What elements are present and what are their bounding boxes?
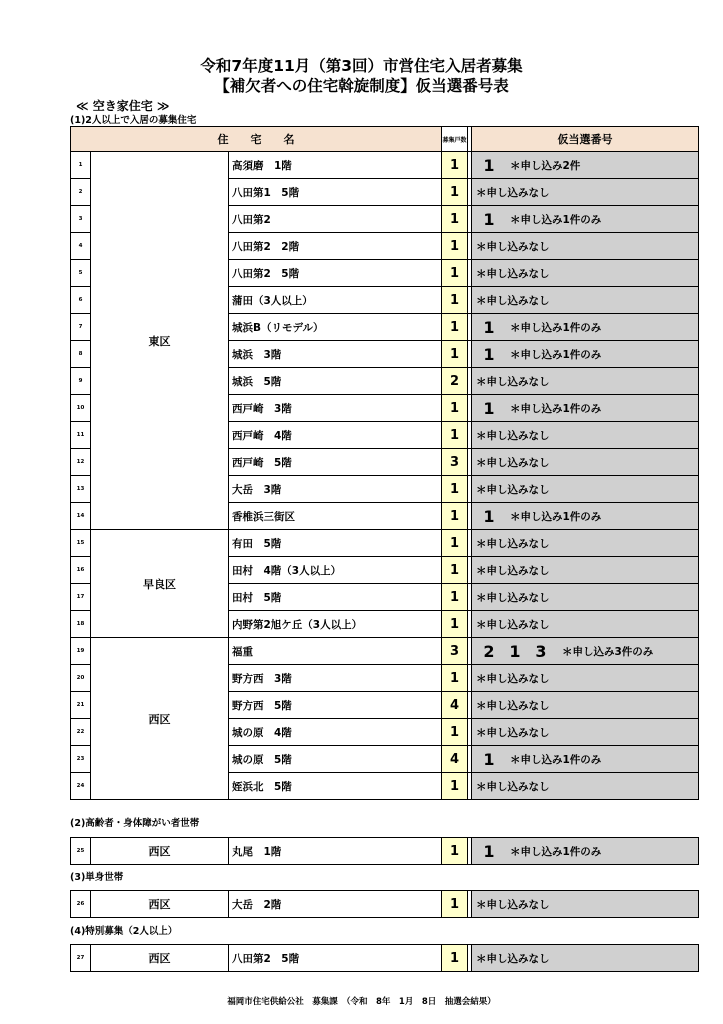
result-note: ＊申し込み1件のみ	[510, 321, 602, 334]
result-note: ＊申し込みなし	[476, 672, 550, 685]
housing-name: 丸尾 1階	[229, 838, 442, 865]
row-number: 3	[71, 206, 91, 233]
table-row	[71, 638, 699, 665]
footer-note: 福岡市住宅供給公社 募集課 （令和 8年 1月 8日 抽選会結果）	[227, 997, 496, 1007]
result-cell	[472, 179, 699, 206]
section2-heading: (2)高齢者・身体障がい者世帯	[70, 818, 200, 829]
row-number: 5	[71, 260, 91, 287]
lottery-number: 1	[483, 344, 495, 364]
unit-count: 1	[442, 233, 468, 260]
unit-count: 1	[442, 287, 468, 314]
result-cell	[472, 233, 699, 260]
result-note: ＊申し込みなし	[476, 483, 550, 496]
unit-count: 4	[442, 692, 468, 719]
unit-count: 1	[442, 260, 468, 287]
result-cell	[472, 341, 699, 368]
unit-count: 1	[442, 395, 468, 422]
result-cell	[472, 395, 699, 422]
result-note: ＊申し込みなし	[476, 294, 550, 307]
result-cell	[472, 945, 699, 972]
row-number: 4	[71, 233, 91, 260]
row-number: 14	[71, 503, 91, 530]
page-title-line2: 【補欠者への住宅斡旋制度】仮当選番号表	[214, 77, 509, 95]
result-note: ＊申し込みなし	[476, 726, 550, 739]
housing-name: 姪浜北 5階	[229, 773, 442, 800]
section3-heading: (3)単身世帯	[70, 872, 124, 883]
table-row	[71, 530, 699, 557]
result-cell	[472, 891, 699, 918]
unit-count: 3	[442, 449, 468, 476]
housing-name: 大岳 2階	[229, 891, 442, 918]
table-row	[71, 891, 699, 918]
result-cell	[472, 746, 699, 773]
result-cell	[472, 368, 699, 395]
result-cell	[472, 838, 699, 865]
housing-name: 蒲田（3人以上）	[229, 287, 442, 314]
ward-name: 早良区	[91, 530, 229, 638]
unit-count: 1	[442, 476, 468, 503]
result-cell	[472, 665, 699, 692]
unit-count: 1	[442, 206, 468, 233]
unit-count: 1	[442, 665, 468, 692]
section2-table	[70, 837, 699, 865]
category-heading: ≪ 空き家住宅 ≫	[76, 99, 170, 113]
housing-name: 八田第2 5階	[229, 260, 442, 287]
section4-heading: (4)特別募集（2人以上）	[70, 926, 178, 937]
result-cell	[472, 260, 699, 287]
unit-count: 1	[442, 773, 468, 800]
row-number: 18	[71, 611, 91, 638]
unit-count: 3	[442, 638, 468, 665]
result-note: ＊申し込み1件のみ	[510, 213, 602, 226]
section1-heading: (1)2人以上で入居の募集住宅	[70, 115, 197, 126]
housing-name: 有田 5階	[229, 530, 442, 557]
row-number: 23	[71, 746, 91, 773]
ward-name: 西区	[91, 945, 229, 972]
unit-count: 1	[442, 838, 468, 865]
housing-name: 城の原 5階	[229, 746, 442, 773]
row-number: 1	[71, 152, 91, 179]
unit-count: 1	[442, 314, 468, 341]
row-number: 15	[71, 530, 91, 557]
ward-name: 東区	[91, 152, 229, 530]
unit-count: 1	[442, 557, 468, 584]
section3-table	[70, 890, 699, 918]
row-number: 16	[71, 557, 91, 584]
result-note: ＊申し込み1件のみ	[510, 510, 602, 523]
housing-name: 城浜 5階	[229, 368, 442, 395]
housing-name: 野方西 3階	[229, 665, 442, 692]
result-note: ＊申し込みなし	[476, 699, 550, 712]
row-number: 11	[71, 422, 91, 449]
result-note: ＊申し込みなし	[476, 780, 550, 793]
lottery-number: 3	[535, 641, 547, 661]
housing-name: 城浜B（リモデル）	[229, 314, 442, 341]
row-number: 20	[71, 665, 91, 692]
result-cell	[472, 530, 699, 557]
unit-count: 1	[442, 530, 468, 557]
page-title-line1: 令和7年度11月（第3回）市営住宅入居者募集	[200, 57, 523, 75]
row-number: 8	[71, 341, 91, 368]
header-result: 仮当選番号	[472, 127, 699, 152]
result-note: ＊申し込みなし	[476, 591, 550, 604]
row-number: 24	[71, 773, 91, 800]
unit-count: 1	[442, 611, 468, 638]
housing-name: 西戸崎 5階	[229, 449, 442, 476]
lottery-number: 1	[483, 749, 495, 769]
result-cell	[472, 773, 699, 800]
housing-name: 田村 5階	[229, 584, 442, 611]
housing-name: 西戸崎 3階	[229, 395, 442, 422]
row-number: 19	[71, 638, 91, 665]
result-note: ＊申し込みなし	[476, 429, 550, 442]
result-note: ＊申し込み1件のみ	[510, 348, 602, 361]
result-cell	[472, 314, 699, 341]
result-note: ＊申し込みなし	[476, 952, 550, 965]
row-number: 22	[71, 719, 91, 746]
result-note: ＊申し込みなし	[476, 186, 550, 199]
header-count: 募集戸数	[442, 127, 468, 152]
housing-name: 城の原 4階	[229, 719, 442, 746]
table-row	[71, 152, 699, 179]
result-note: ＊申し込みなし	[476, 456, 550, 469]
table-row	[71, 838, 699, 865]
lottery-number: 1	[509, 641, 521, 661]
unit-count: 1	[442, 341, 468, 368]
row-number: 17	[71, 584, 91, 611]
unit-count: 1	[442, 503, 468, 530]
result-note: ＊申し込みなし	[476, 375, 550, 388]
unit-count: 1	[442, 179, 468, 206]
row-number: 10	[71, 395, 91, 422]
unit-count: 1	[442, 891, 468, 918]
unit-count: 4	[442, 746, 468, 773]
unit-count: 2	[442, 368, 468, 395]
result-cell	[472, 611, 699, 638]
result-note: ＊申し込み1件のみ	[510, 402, 602, 415]
result-note: ＊申し込み1件のみ	[510, 845, 602, 858]
section4-table	[70, 944, 699, 972]
lottery-number: 2	[483, 641, 495, 661]
result-note: ＊申し込み2件	[510, 159, 581, 172]
row-number: 12	[71, 449, 91, 476]
housing-name: 高須磨 1階	[229, 152, 442, 179]
row-number: 9	[71, 368, 91, 395]
result-cell	[472, 287, 699, 314]
lottery-number: 1	[483, 155, 495, 175]
housing-name: 野方西 5階	[229, 692, 442, 719]
result-note: ＊申し込み3件のみ	[562, 645, 654, 658]
header-housing-name: 住 宅 名	[71, 127, 442, 152]
result-cell	[472, 719, 699, 746]
lottery-number: 1	[483, 317, 495, 337]
unit-count: 1	[442, 422, 468, 449]
row-number: 7	[71, 314, 91, 341]
result-note: ＊申し込みなし	[476, 240, 550, 253]
housing-name: 田村 4階（3人以上）	[229, 557, 442, 584]
housing-name: 福重	[229, 638, 442, 665]
row-number: 26	[71, 891, 91, 918]
result-note: ＊申し込み1件のみ	[510, 753, 602, 766]
unit-count: 1	[442, 945, 468, 972]
section1-table	[70, 126, 699, 800]
housing-name: 八田第2 5階	[229, 945, 442, 972]
result-cell	[472, 692, 699, 719]
result-cell	[472, 206, 699, 233]
unit-count: 1	[442, 584, 468, 611]
result-note: ＊申し込みなし	[476, 618, 550, 631]
result-cell	[472, 638, 699, 665]
lottery-number: 1	[483, 841, 495, 861]
result-cell	[472, 449, 699, 476]
row-number: 6	[71, 287, 91, 314]
result-cell	[472, 557, 699, 584]
ward-name: 西区	[91, 838, 229, 865]
lottery-number: 1	[483, 209, 495, 229]
unit-count: 1	[442, 719, 468, 746]
result-note: ＊申し込みなし	[476, 898, 550, 911]
result-note: ＊申し込みなし	[476, 537, 550, 550]
unit-count: 1	[442, 152, 468, 179]
housing-name: 内野第2旭ケ丘（3人以上）	[229, 611, 442, 638]
row-number: 13	[71, 476, 91, 503]
row-number: 21	[71, 692, 91, 719]
result-cell	[472, 584, 699, 611]
result-cell	[472, 503, 699, 530]
ward-name: 西区	[91, 891, 229, 918]
housing-name: 香椎浜三街区	[229, 503, 442, 530]
ward-name: 西区	[91, 638, 229, 800]
result-cell	[472, 152, 699, 179]
lottery-number: 1	[483, 506, 495, 526]
housing-name: 城浜 3階	[229, 341, 442, 368]
housing-name: 八田第2 2階	[229, 233, 442, 260]
row-number: 2	[71, 179, 91, 206]
housing-name: 八田第1 5階	[229, 179, 442, 206]
result-cell	[472, 476, 699, 503]
housing-name: 西戸崎 4階	[229, 422, 442, 449]
row-number: 27	[71, 945, 91, 972]
housing-name: 大岳 3階	[229, 476, 442, 503]
housing-name: 八田第2	[229, 206, 442, 233]
result-cell	[472, 422, 699, 449]
row-number: 25	[71, 838, 91, 865]
result-note: ＊申し込みなし	[476, 564, 550, 577]
lottery-number: 1	[483, 398, 495, 418]
result-note: ＊申し込みなし	[476, 267, 550, 280]
table-row	[71, 945, 699, 972]
